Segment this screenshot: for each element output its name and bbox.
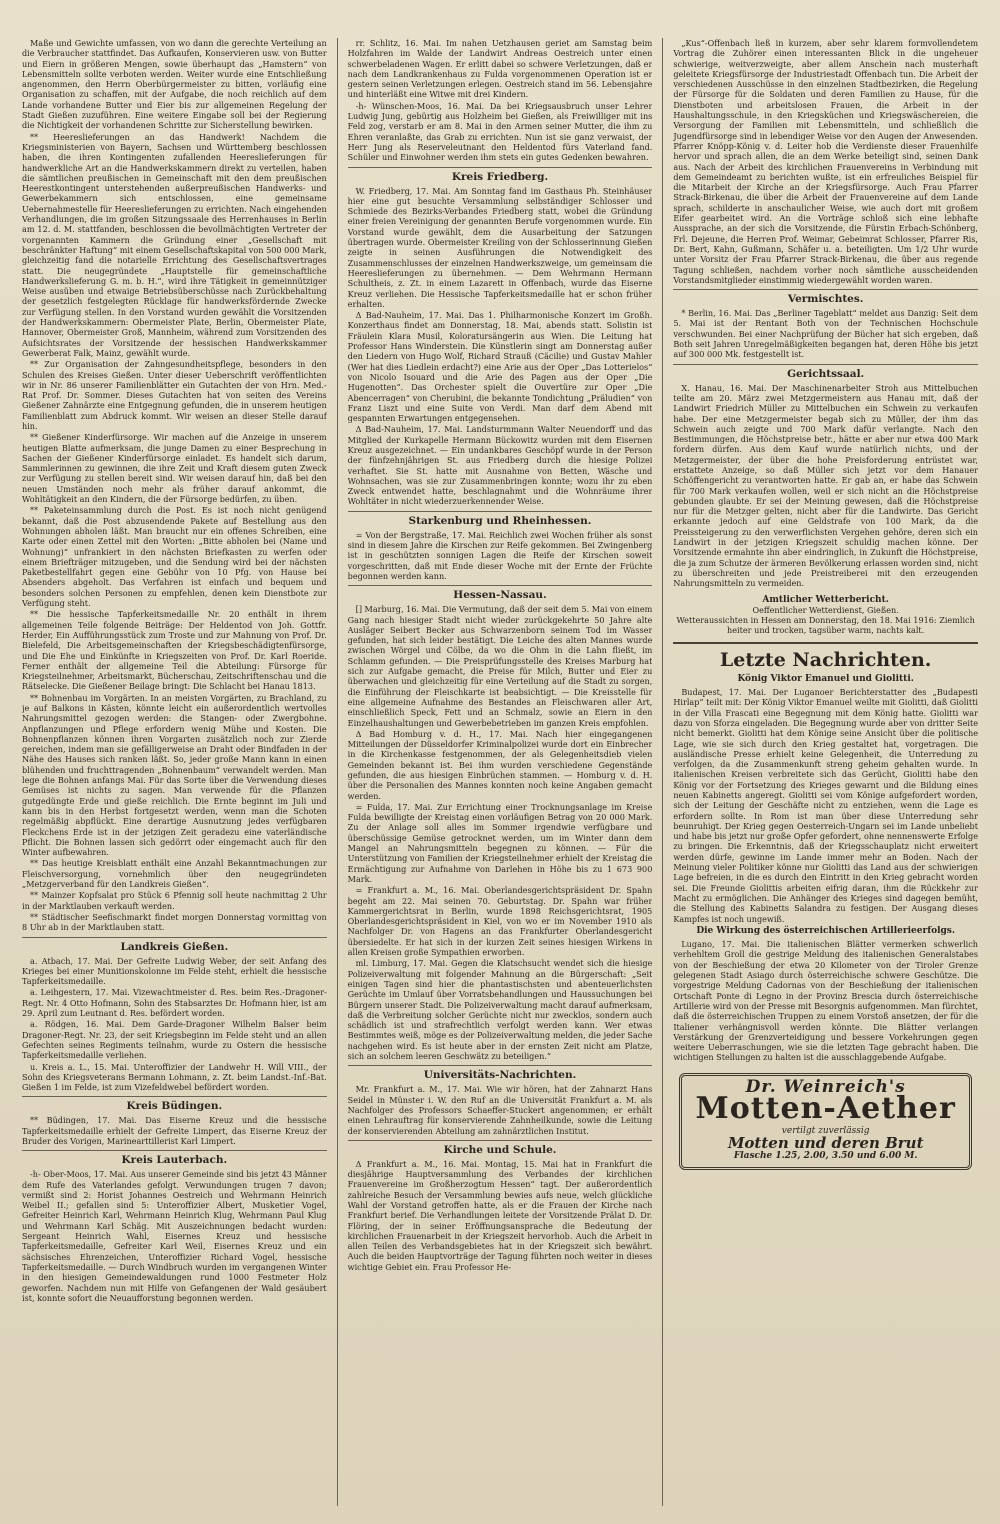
- article-text: = Fulda, 17. Mai. Zur Errichtung einer Trocknungsanlage im Kreise Fulda bewilligte der Kreistag einen vorläufigen Betrag von 20 000 Mark. Zu der Anlage soll alles im Sommer irgendwie verfügbare und überschüssige Gemüse getrocknet werden, um im Winter dann dem Mangel an Nahrungsmitteln begegnen zu können. — Für die Unterstützung von Familien der Kriegsteilnehmer erhielt der Kreistag die Ermächtigung zur Aufnahme von Darlehen in Höhe bis zu 1 673 900 Mark.: [347, 801, 653, 884]
- section-heading: Gerichtssaal.: [673, 364, 978, 381]
- article-text: Lugano, 17. Mai. Die italienischen Blätter vermerken schwerlich verhehltem Groll die gestrige Meldung des italienischen Generalstabes von der Beschießung der etwa 20 Kilometer von der Tiroler Grenze gelegenen Stadt Asiago durch österreichische schwere Geschütze. Die vorgestrige Meldung Cadornas von der Beschießung der italienischen Ortschaft Ponte di Legno in der Provinz Brescia durch österreichische Artillerie wird von der Presse mit Besorgnis aufgenommen. Man fürchtet, daß die österreichischen Truppen zu einem Vorstoß ansetzen, der für die Italiener verhängnisvoll werden könnte. Die Blätter verlangen Verstärkung der Grenzverteidigung und bessere Vorkehrungen gegen weitere Ueberraschungen, wie sie die letzten Tage gebracht haben. Die wichtigen Stellungen zu halten ist die ausschlaggebende Aufgabe.: [673, 939, 978, 1063]
- article-text: Δ Bad Homburg v. d. H., 17. Mai. Nach hier eingegangenen Mitteilungen der Düsseldorfer Kriminalpolizei wurde dort ein Einbrecher in die Kirchenkasse festgenommen, der als Gelegenheitsdieb vielen Gemeinden bekannt ist. Bei ihm wurden verschiedene Gegenstände gefunden, die aus hiesigen Einbrüchen stammen. — Homburg v. d. H. über die Personalien des Mannes konnten noch keine Angaben gemacht werden.: [347, 728, 653, 801]
- article-text: ** Paketeinsammlung durch die Post. Es ist noch nicht genügend bekannt, daß die Post abzusendende Pakete auf Bestellung aus den Wohnungen abholen läßt. Man braucht nur ein offenes Schreiben, eine Karte oder einen Zettel mit den Worten: „Bitte abholen bei (Name und Wohnung)“ unfrankiert in den nächsten Briefkasten zu werfen oder einem Briefträger mitzugeben, und die Sendung wird bei der nächsten Paketbestellfahrt gegen eine Gebühr von 10 Pfg. von Hause bei Absenders abgeholt. Das Verfahren ist einfach und bequem und besonders solchen Personen zu empfehlen, denen kein Dienstbote zur Verfügung steht.: [22, 505, 327, 609]
- ad-tagline: vertilgt zuverlässig: [781, 1126, 870, 1137]
- article-subheading: König Viktor Emanuel und Giolitti.: [737, 673, 914, 684]
- section-heading: Kreis Friedberg.: [348, 167, 653, 184]
- ad-product: Motten-Aether: [695, 1091, 956, 1127]
- article-text: ** Zur Organisation der Zahngesundheitspflege, besonders in den Schulen des Kreises Gießen. Unter dieser Ueberschrift veröffentlichten wir in Nr. 86 unserer Familienblätter ein Gutachten der von Hrn. Med.-Rat Prof. Dr. Sommer. Dieses Gutachten hat von seiten des Vereins Gießener Zahnärzte eine Entgegnung gefunden, die in unserem heutigen Familienblatt zum Abdruck kommt. Wir weisen an dieser Stelle darauf hin.: [22, 359, 327, 431]
- column-right: [673, 38, 978, 1506]
- advertisement-motten-aether: [679, 1073, 972, 1170]
- article-text: ** Städtischer Seefischmarkt findet morgen Donnerstag vormittag von 8 Uhr ab in der Marktlauben statt.: [22, 911, 327, 933]
- article-text: -h- Wünschen-Moos, 16. Mai. Da bei Kriegsausbruch unser Lehrer Ludwig Jung, gebürtig aus Holzheim bei Gießen, als Freiwilliger mit ins Feld zog, verstarb er am 8. Mai in den Armen seiner Mutter, die ihm zu Ehren veranlaßte, das Grab zu errichten. Nun ist sie ganz verwaist, der Herr Jung als Reserveleutnant den Heldentod fürs Vaterland fand. Schüler und Einwohner werden ihm stets ein gutes Gedenken bewahren.: [347, 100, 653, 163]
- article-text: * Berlin, 16. Mai. Das „Berliner Tageblatt“ meldet aus Danzig: Seit dem 5. Mai ist der Rentant Both von der Technischen Hochschule verschwunden. Bei einer Nachprüfung der Bücher hat sich ergeben, daß Both seit Jahren Unregelmäßigkeiten begangen hat, deren Höhe bis jetzt auf 300 000 Mk. festgestellt ist.: [673, 308, 978, 360]
- section-heading: Universitäts-Nachrichten.: [348, 1065, 653, 1082]
- article-subheading: Die Wirkung des österreichischen Artillerieerfolgs.: [696, 925, 955, 936]
- article-text: rr. Schlitz, 16. Mai. Im nahen Uetzhausen geriet am Samstag beim Holzfahren im Walde der Landwirt Andreas Oestreich unter einen schwerbeladenen Wagen. Er erlitt dabei so schwere Verletzungen, daß er nach dem Landkrankenhaus zu Fulda vorgenommenen Operation ist er gestern seinen Verletzungen erlegen. Oestreich stand im 56. Lebensjahre und hinterläßt eine Witwe mit drei Kindern.: [347, 38, 653, 100]
- weather-report: [673, 595, 978, 636]
- article-text: u. Kreis a. L., 15. Mai. Unteroffizier der Landwehr H. Will VIII., der Sohn des Kriegsveterans Bermann Lohmann, z. Zt. beim Landst.-Inf.-Bat. Gießen 1 im Felde, ist zum Vizefeldwebel befördert worden.: [22, 1061, 327, 1093]
- column-middle: [348, 38, 653, 1506]
- article-text: [] Marburg, 16. Mai. Die Vermutung, daß der seit dem 5. Mai von einem Gang nach hiesiger Stadt nicht wieder zurückgekehrte 50 Jahre alte Ausläger Seibert Becker aus Schwarzenborn seinem Tod im Wasser gefunden, hat sich leider bestätigt. Die Leiche des alten Mannes wurde zwischen Wörgel und Cölbe, da wo die Ohm in die Lahn fließt, im Schlamm gefunden. — Die Preisprüfungsstelle des Kreises Marburg hat sich zur Aufgabe gemacht, die Preise für Milch, Butter und Eier zu überwachen und gleichzeitig für eine Verteilung auf die Stadt zu sorgen, die Einführung der Fleischkarte ist beabsichtigt. — Die Kreisstelle für eine allgemeine Aufnahme des Bestandes an Fleischwaren aller Art, einschließlich Speck, Fett und an Schmalz, sowie an Eiern in den Einzelhaushaltungen und Gewerbebetrieben im ganzen Kreis empfohlen.: [347, 604, 653, 728]
- article-text: Maße und Gewichte umfassen, von wo dann die gerechte Verteilung an die Verbraucher stattfindet. Das Aufkaufen, Konservieren usw. von Butter und Eiern in größeren Mengen, sowie überhaupt das „Hamstern“ von Lebensmitteln sollte verboten werden. Weiter wurde eine Entschließung angenommen, den Herrn Oberbürgermeister zu bitten, vorläufig eine Organisation zu schaffen, mit der Aufgabe, die noch reichlich auf dem Lande vorhandene Butter und Eier bis zur allgemeinen Regelung der Stadt Gießen zuzuführen. Eine weitere Eingabe soll bei der Regierung die Nichtigkeit der vorhandenen Schritte zur Sicherstellung bewirken.: [22, 38, 327, 131]
- column-divider: [337, 38, 338, 1506]
- section-heading: Kirche und Schule.: [348, 1140, 653, 1157]
- article-text: ** Büdingen, 17. Mai. Das Eiserne Kreuz und die hessische Tapferkeitsmedaille erhielt der Gefreite Limpert, das Eiserne Kreuz der Bruder des Vorigen, Marinearttillerist Karl Limpert.: [22, 1115, 327, 1146]
- weather-subtitle: Oeffentlicher Wetterdienst, Gießen.: [752, 604, 899, 615]
- article-text: Δ Bad-Nauheim, 17. Mai. Das 1. Philharmonische Konzert im Großh. Konzerthaus findet am Donnerstag, 18. Mai, abends statt. Solistin ist Fräulein Klara Musil, Koloratursängerin aus Wien. Die Leitung hat Professor Hans Winderstein. Die Künstlerin singt am Donnerstag außer den Liedern von Hugo Wolf, Richard Strauß (Cäcilie) und Gustav Mahler (Wer hat dies Liedlein erdacht?) eine Arie aus der Oper „Das Lotterielos“ von Nicolo Isouard und die Arie des Pagen aus der Oper „Die Hugenotten“. Das Orchester spielt die Ouvertüre zur Oper „Die Abencerragen“ von Cherubini, die bekannte Tondichtung „Präludien“ von Franz Liszt und eine Suite von Verdi. Man darf dem Abend mit gespannten Erwartungen entgegensehen.: [347, 310, 653, 424]
- section-heading: Landkreis Gießen.: [22, 937, 327, 954]
- article-text: ** Die hessische Tapferkeitsmedaille Nr. 20 enthält in ihrem allgemeinen Teile folgende Beiträge: Der Heldentod von Joh. Gottfr. Herder, Ein Aufführungsstück zum Troste und zur Mahnung von Prof. Dr. Bielefeld, Die Arbeitsgemeinschaften der Kriegsbeschädigtenfürsorge, und Die Ehe und Einkünfte in Kriegszeiten von Prof. Dr. Karl Roeride. Ferner enthält der allgemeine Teil die Abteilung: Fürsorge für Kriegsteilnehmer, Arbeitsmarkt, Bücherschau, Zeitschriftenschau und die Rätselecke. Die Gießener Beilage bringt: Die Schlacht bei Hanau 1813.: [22, 609, 327, 692]
- article-text: „Kus“-Offenbach ließ in kurzem, aber sehr klarem formvollendetem Vortrag die Zuhörer einen interessanten Blick in die ungeheuer schwierige, weitverzweigte, aber allem Anschein nach musterhaft geleitete Kriegsfürsorge der Industriestadt Offenbach tun. Die Arbeit der verschiedenen Ausschüsse in den einzelnen Stadtbezirken, die Regelung der Fürsorge für die Soldaten und deren Familien zu Hause, für die Dienstboten und arbeitslosen Frauen, die Arbeit in der Haushaltungsschule, in den Kriegsküchen und Kriegswäschereien, die Versorgung der Familien mit Lebensmitteln, und schließlich die Jugendfürsorge sind in lebendiger Weise vor den Augen der Anwesenden. Pfarrer Knöpp-König v. d. Leiter hob die Verdienste dieser Frauenhilfe hervor und sprach allen, die an dem Werke beteiligt sind, seinen Dank aus. Nach der Arbeit des kirchlichen Frauenvereins in Verbindung mit dem Gemeindeamt zu berichten wußte, ist ein erfreuliches Beispiel für die Mitarbeit der Kirche an der Kriegsfürsorge. Auch Frau Pfarrer Strack-Birkenau, die über die Arbeit der Frauenvereine auf dem Lande sprach, schilderte in anschaulicher Weise, wie auch dort mit großem Eifer gearbeitet wird. An die Vorträge schloß sich eine lebhafte Aussprache, an der sich die Vorsitzende, die Fürstin Erbach-Schönberg, Frl. Dejeune, die Herren Prof. Weimar, Gebeimrat Schlosser, Pfarrer Ris, Dr. Bert, Kahn, Gußmann, Schäfer u. a. beteiligten. Um 1/2 Uhr wurde unter Vorsitz der Frau Pfarrer Strack-Birkenau, die über aus regende Tagung schließen, nachdem vorher noch sämtliche ausscheidenden Vorstandsmitglieder einstimmig wiedergewählt worden waren.: [673, 38, 978, 285]
- column-left: [22, 38, 327, 1506]
- article-text: ** Bohnenbau im Vorgärten. In an meisten Vorgärten, zu Brachland, zu je auf Balkons in Kästen, könnte leicht ein außerordentlich wertvolles Nahrungsmittel gezogen werden: die Stangen- oder Zwergbohne. Anpflanzungen und Pflege erfordern wenig Mühe und Kosten. Die Bohnenpflanzen können ihren Vorgarten zusätzlich noch zur Zierde gereichen, indem man sie gefälligerweise an Draht oder Bindfaden in der Nähe des Hauses sich ranken läßt. So, jeder große Mann kann in einen blühenden und fruchttragenden „Bohnenbaum“ verwandelt werden. Man lege die Bohnen anfangs Mai. Für das Sorte über die Verwendung dieses Gemüses ist nichts zu sagen. Man verwende für die Pflanzen gutgedüngte Erde und gieße reichlich. Die Ernte beginnt im Juli und kann bis in den Herbst fortgesetzt werden, wenn man die Schoten regelmäßig abpflückt. Eine derartige Ausnutzung jedes verfügbaren Fleckchens Erde ist in der jetzigen Zeit geradezu eine vaterländische Pflicht. Die Bohnen lassen sich gedörrt oder eingemacht auch für den Winter aufbewahren.: [22, 692, 327, 858]
- section-heading: Vermischtes.: [673, 289, 978, 306]
- article-text: ml. Limburg, 17. Mai. Gegen die Klatschsucht wendet sich die hiesige Polizeiverwaltung mit folgender Mahnung an die Bürgerschaft: „Seit einigen Tagen sind hier die phantastischsten und abenteuerlichsten Gerüchte im Umlauf über Vorratsbehandlungen und Haussuchungen bei Bürgern unserer Stadt. Die Polizeiverwaltung macht darauf aufmerksam, daß die Verbreitung solcher Gerüchte nicht nur zwecklos, sondern auch schädlich ist und strafrechtlich verfolgt werden kann. Wer etwas Bestimmtes weiß, möge es der Polizeiverwaltung melden, die jeder Sache nachgehen wird. Es ist heute aber in der ernsten Zeit nicht am Platze, sich an solchem leeren Geschwätz zu beteiligen.“: [347, 958, 653, 1062]
- weather-text: Wetteraussichten in Hessen am Donnerstag, den 18. Mai 1916: Ziemlich heiter und trocken, tagsüber warm, nachts kalt.: [676, 615, 975, 636]
- section-heading: Hessen-Nassau.: [348, 585, 653, 602]
- article-text: = Von der Bergstraße, 17. Mai. Reichlich zwei Wochen früher als sonst sind in diesem Jahre die Kirschen zur Reife gekommen. Bei Zwingenberg ist in geschützten sonnigen Lagen die Reife der Kirschen soweit vorgeschritten, daß mit Ende dieser Woche mit der Ernte der Früchte begonnen werden kann.: [347, 529, 653, 581]
- article-text: = Frankfurt a. M., 16. Mai. Oberlandesgerichtspräsident Dr. Spahn begeht am 22. Mai seinen 70. Geburtstag. Dr. Spahn war früher Kammergerichtsrat in Berlin, wurde 1898 Reichsgerichtsrat, 1905 Oberlandesgerichtspräsident in Kiel, von wo er im November 1910 als Nachfolger Dr. von Hagens an das Frankfurter Oberlandesgericht übersiedelte. Er hat sich in der kurzen Zeit seines hiesigen Wirkens in allen Kreisen große Sympathien erworben.: [347, 885, 653, 958]
- ad-slogan: Motten und deren Brut: [727, 1134, 924, 1153]
- article-text: W. Friedberg, 17. Mai. Am Sonntag fand im Gasthaus Ph. Steinhäuser hier eine gut besuchte Versammlung selbständiger Schlosser und Schmiede des Bezirks-Verbandes Friedberg statt, wobei die Gründung einer freien Vereinigung der genannten Berufe vorgenommen wurde. Ein Vorstand wurde gewählt, dem die Ausarbeitung der Satzungen übertragen wurde. Obermeister Kreiling von der Schlosserinnung Gießen zeigte in seinen Ausführungen die Notwendigkeit des Zusammenschlusses der einzelnen Handwerkszweige, um gemeinsam die Heereslieferungen zu übernehmen. — Dem Wehrmann Hermann Schultheis, z. Zt. in einem Lazarett in Offenbach, wurde das Eiserne Kreuz verliehen. Die Hessische Tapferkeitsmedaille hat er schon früher erhalten.: [347, 185, 653, 309]
- article-text: a. Atbach, 17. Mai. Der Gefreite Ludwig Weber, der seit Anfang des Krieges bei einer Munitionskolonne im Felde steht, erhielt die hessische Tapferkeitsmedaille.: [22, 955, 327, 987]
- article-text: a. Rödgen, 16. Mai. Dem Garde-Dragoner Wilhelm Balser beim Dragoner-Regt. Nr. 23, der seit Kriegsbeginn im Felde steht und an allen Gefechten seines Regiments teilnahm, wurde zu Ostern die hessische Tapferkeitsmedaille verliehen.: [22, 1019, 327, 1061]
- ad-price: Flasche 1.25, 2.00, 3.50 und 6.00 M.: [733, 1150, 918, 1161]
- article-text: Δ Frankfurt a. M., 16. Mai. Montag, 15. Mai hat in Frankfurt die diesjährige Hauptversammlung des Verbandes der kirchlichen Frauenvereine im Großherzogtum Hessen“ tagt. Der außerordentlich zahlreiche Besuch der Versammlung bewies aufs neue, welch glückliche Wahl der Vorstand getroffen hatte, als er die Frauen der Kirche nach Frankfurt berief. Die Verhandlungen leitete der Vorsitzende Prälat D. Dr. Flöring, der in seiner Eröffnungsansprache die Bedeutung der kirchlichen Frauenarbeit in der Kriegszeit hervorhob. Auch die Arbeit in allen Teilen des Verbandsgebietes hat in der Kriegszeit sich bewährt. Auch die beiden Hauptvorträge der Tagung führten noch weiter in dieses wichtige Gebiet ein. Frau Professor He-: [347, 1158, 653, 1272]
- columns: [22, 38, 978, 1506]
- article-text: Budapest, 17. Mai. Der Luganoer Berichterstatter des „Budapesti Hirlap“ teilt mit: Der König Viktor Emanuel weilte mit Giolitti, daß Giolitti in der Villa Frascati eine Begegnung mit dem König hatte. Giolitti war dazu von Sforza eingeladen. Die Begegnung wurde aber von dritter Seite nicht bemerkt. Giolitti hat dem Könige seine Ansicht über die politische Lage, wie sie sich durch den Krieg gestaltet hat, vorgetragen. Die ausländische Presse erhielt keine Gelegenheit, die Unterredung zu verfolgen, da die Zusammenkunft streng geheim gehalten wurde. In italienischen Kreisen verbreitete sich das Gerücht, Giolitti habe den König vor der Fortsetzung des Krieges gewarnt und die Bildung eines neuen Kabinetts angeregt. Giolitti sei vom Könige aufgefordert worden, sich der Leitung der Geschäfte nicht zu entziehen, wenn die Lage es erfordern sollte. In Rom ist man über diese Unterredung sehr beunruhigt. Der Krieg gegen Oesterreich-Ungarn sei im Lande unbeliebt und habe bis jetzt nur große Opfer gefordert, ohne nennenswerte Erfolge zu bringen. Die Erkenntnis, daß der Kriegsschauplatz nicht erweitert werden dürfe, gewinne im Lande immer mehr an Boden. Nach der Meinung vieler Politiker könne nur Giolitti das Land aus der schwierigen Lage befreien, in die es durch den Eintritt in den Krieg gebracht worden sei. Die Freunde Giolittis arbeiten eifrig daran, ihm die Rückkehr zur Macht zu ermöglichen. Die Anhänger des Krieges sind dagegen bemüht, die Stellung des Kabinetts Salandra zu festigen. Der Ausgang dieses Kampfes ist noch ungewiß.: [673, 687, 978, 924]
- article-text: Δ Bad-Nauheim, 17. Mai. Landsturmmann Walter Neuendorff und das Mitglied der Kurkapelle Hermann Bückowitz wurden mit dem Eisernen Kreuz ausgezeichnet. — Ein undankbares Geschöpf wurde in der Person der fünfzehnjährigen St. aus Friedberg durch die hiesige Polizei verhaftet. Sie St. hatte mit Ausnahme von Betten, Wäsche und Wohnsachen, was sie zur Zusammenbringen konnte; wozu ihr zu eben Zweck entwendet hatte, beschlagnahmt und die Wohnräume ihrer Wohltäter in nicht wiederzuerkennender Weise.: [347, 424, 653, 507]
- article-text: ** Das heutige Kreisblatt enthält eine Anzahl Bekanntmachungen zur Fleischversorgung, vornehmlich über den neugegründeten „Metzgerverband für den Landkreis Gießen“.: [22, 858, 327, 890]
- section-heading: Kreis Büdingen.: [22, 1096, 327, 1113]
- article-text: Mr. Frankfurt a. M., 17. Mai. Wie wir hören, hat der Zahnarzt Hans Seidel in Münster i. W. den Ruf an die Universität Frankfurt a. M. als Nachfolger des Professors Schaeffer-Stuckert angenommen; er erhält einen Lehrauftrag für konservierende Zahnheilkunde, sowie die Leitung der konservierenden Abteilung am zahnärztlichen Institut.: [347, 1084, 653, 1136]
- section-heading: Kreis Lauterbach.: [22, 1150, 327, 1167]
- column-divider: [662, 38, 663, 1506]
- latest-news-heading: Letzte Nachrichten.: [673, 642, 978, 672]
- section-heading: Starkenburg und Rheinhessen.: [348, 511, 653, 528]
- article-text: ** Mainzer Kopfsalat pro Stück 6 Pfennig soll heute nachmittag 2 Uhr in der Marktlauben verkauft werden.: [22, 890, 327, 911]
- article-text: a. Leihgestern, 17. Mai. Vizewachtmeister d. Res. beim Res.-Dragoner-Regt. Nr. 4 Otto Hofmann, Sohn des Stabsarztes Dr. Hofmann hier, ist am 29. April zum Leutnant d. Res. befördert worden.: [22, 987, 327, 1019]
- article-text: X. Hanau, 16. Mai. Der Maschinenarbeiter Stroh aus Mittelbuchen teilte am 20. März zwei Metzgermeistern aus Hanau mit, daß der Landwirt Friedrich Müller zu Mittelbuchen ein Schwein zu verkaufen habe. Der eine Metzgermeister begab sich zu Müller, der ihm das Schwein auch zeigte und 700 Mark dafür verlangte. Nach den Bestimmungen, die Höchstpreise betr., hätte er aber nur etwa 400 Mark fordern dürfen. Aus dem Kauf wurde natürlich nichts, und der Metzgermeister, der über die hohe Preisforderung entrüstet war, erstattete Anzeige, so daß Müller sich jetzt vor dem Hanauer Schöffengericht zu verantworten hatte. Er gab an, er habe das Schwein für 700 Mark verkaufen wollen, weil er sich nicht an die Höchstpreise gebunden glaubte. Er sei der Meinung gewesen, daß die Höchstpreise nur für die Metzger gelten, nicht aber für die Landwirte. Das Gericht erkannte jedoch auf eine Geldstrafe von 100 Mark, da die Preissteigerung zu den verwerflichsten Vergehen gehöre, deren sich ein Landwirt in der jetzigen Kriegszeit schuldig machen könne. Der Vorsitzende ermahnte ihn aber eindringlich, in Zukunft die Höchstpreise, die ja zum Schutze der ärmeren Bevölkerung erlassen worden sind, nicht zu überschreiten und jede Preistreiberei mit den erzeugenden Nahrungsmitteln zu vermeiden.: [673, 382, 978, 589]
- article-text: -h- Ober-Moos, 17. Mai. Aus unserer Gemeinde sind bis jetzt 43 Männer dem Rufe des Vaterlandes gefolgt. Verwundungen trugen 7 davon; vermißt sind 2: Horist Johannes Oestreich und Wehrmann Heinrich Weibel II.; gefallen sind 5: Unteroffizier Albert, Musketier Vogel, Gefreiter Heinrich Karl, Wehrmann Heinrich Klug, Wehrmann Paul Klug und Wehrmann Karl Schäg. Mit Auszeichnungen bedacht wurden: Sergeant Heinrich Wahl, Eisernes Kreuz und hessische Tapferkeitsmedaille, Gefreiter Karl Weil, Eisernes Kreuz und ein sächsisches Ehrenzeichen, Unteroffizier Richard Vogel, hessische Tapferkeitsmedaille. — Durch Windbruch wurden im vergangenen Winter in den hiesigen Gemeindewaldungen rund 1000 Festmeter Holz geworfen. Nachdem nun mit Hilfe von Gefangenen der Wald gesäubert ist, konnte sofort die Neuaufforstung begonnen werden.: [22, 1169, 327, 1303]
- article-text: ** Gießener Kinderfürsorge. Wir machen auf die Anzeige in unserem heutigen Blatte aufmerksam, die junge Damen zu einer Besprechung in Sachen der Gießener Kinderfürsorge einladet. Es handelt sich darum, Sammlerinnen zu gewinnen, die ihre Zeit und Kraft diesem guten Zweck zur Verfügung zu stellen bereit sind. Wir weisen darauf hin, daß bei den neuen Umständen noch mehr als früher darauf ankommt, die Wohltätigkeit an den Kindern, die der Fürsorge bedürfen, zu üben.: [22, 432, 327, 505]
- article-text: ** Heereslieferungen an das Handwerk! Nachdem die Kriegsministerien von Bayern, Sachsen und Württemberg beschlossen haben, die ihren Kontingenten zufallenden Heereslieferungen für handwerkliche Art an die Handwerkskammern direkt zu verteilen, haben die sämtlichen preußischen in Gemeinschaft mit den dem preußischen Heerestkontingent unterstehenden außerpreußischen Handwerks- und Gewerbekammern sich entschlossen, eine gemeinsame Uebernahmestelle für Heereslieferungen zu errichten. Nach eingehenden Verhandlungen, die im großen Sitzungssaale des Herrenhauses in Berlin am 12. d. M. stattfanden, beschlossen die bevollmächtigten Vertreter der vorgenannten Kammern die Gründung einer „Gesellschaft mit beschränkter Haftung“ mit einem Gesellschaftskapital von 500 000 Mark, gleichzeitig fand die notarielle Errichtung des Gesellschaftsvertrages statt. Die neugegründete „Hauptstelle für gemeinschaftliche Handwerkslieferung G. m. b. H.“, wird ihre Tätigkeit in gemeinnütziger Weise ausüben und etwaige Betriebsüberschüsse nach Zurückbehaltung der gesetzlich festgelegten Rücklage für handwerksfördernde Zwecke zur Verfügung stellen. In den Vorstand wurden gewählt die Vorsitzenden der Handwerkskammern: Obermeister Plate, Berlin, Obermeister Plate, Hannover, Obermeister Groß, Mannheim, während zum Vorsitzenden des Aufsichtsrates der Vorsitzende der hessischen Handwerkskammer Gewerberat Falk, Mainz, gewählt wurde.: [22, 131, 327, 358]
- ad-brand: Dr. Weinreich's: [745, 1076, 906, 1097]
- weather-title: Amtlicher Wetterbericht.: [762, 594, 889, 605]
